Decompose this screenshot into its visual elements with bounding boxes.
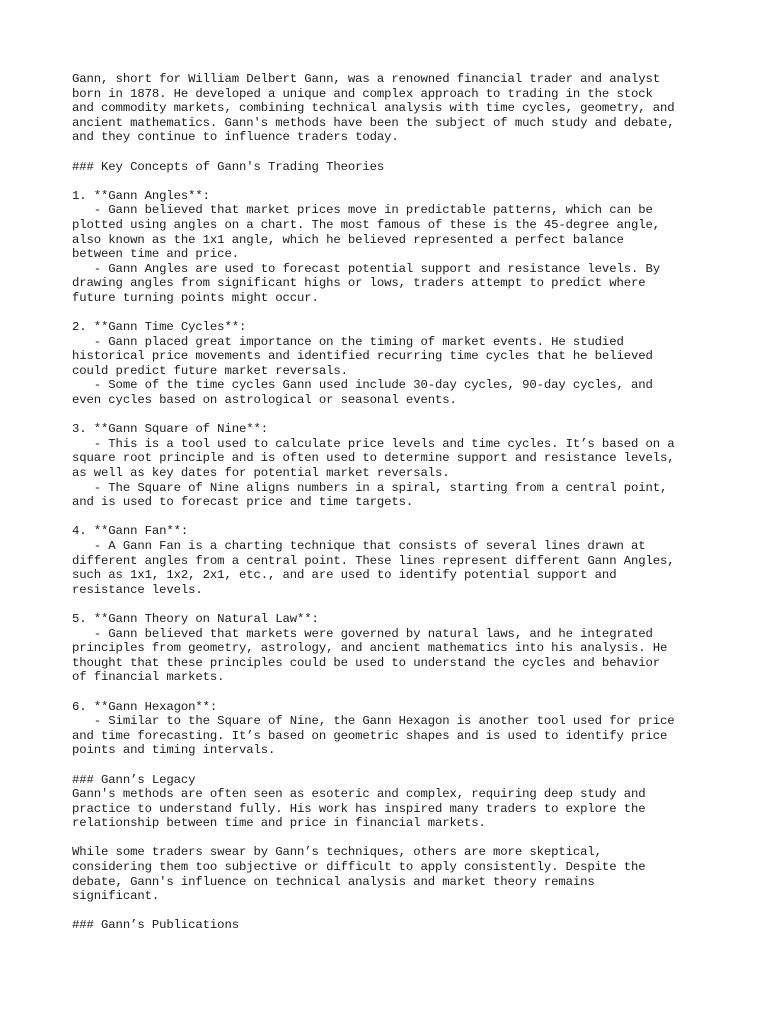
- text-line: relationship between time and price in financial markets.: [72, 816, 486, 831]
- text-line: [72, 306, 712, 321]
- text-line: and time forecasting. It’s based on geometric shapes and is used to identify price: [72, 728, 668, 743]
- text-line: - Gann placed great importance on the timing of market events. He studied: [72, 334, 624, 349]
- text-line: 3. **Gann Square of Nine**:: [72, 422, 269, 437]
- text-line: ### Gann’s Publications: [72, 918, 239, 933]
- text-line: [72, 408, 712, 423]
- text-line: While some traders swear by Gann’s techniques, others are more skeptical,: [72, 845, 602, 860]
- text-line: and commodity markets, combining technical analysis with time cycles, geometry, and: [72, 101, 675, 116]
- text-line: of financial markets.: [72, 670, 225, 685]
- text-line: - Gann believed that markets were governed by natural laws, and he integrated: [72, 626, 653, 641]
- text-line: [72, 904, 712, 919]
- text-line: [72, 758, 712, 773]
- text-line: resistance levels.: [72, 582, 203, 597]
- text-line: as well as key dates for potential market reversals.: [72, 466, 450, 481]
- text-line: - This is a tool used to calculate price levels and time cycles. It’s based on a: [72, 436, 675, 451]
- text-line: ### Gann’s Legacy: [72, 772, 196, 787]
- text-line: 5. **Gann Theory on Natural Law**:: [72, 611, 319, 626]
- text-line: considering them too subjective or difficult to apply consistently. Despite the: [72, 860, 646, 875]
- text-line: 1. **Gann Angles**:: [72, 188, 210, 203]
- text-line: future turning points might occur.: [72, 290, 319, 305]
- text-line: - Gann Angles are used to forecast potential support and resistance levels. By: [72, 261, 661, 276]
- text-line: and is used to forecast price and time targets.: [72, 495, 414, 510]
- text-line: [72, 510, 712, 525]
- text-line: [72, 174, 712, 189]
- text-line: between time and price.: [72, 247, 239, 262]
- text-line: principles from geometry, astrology, and ancient mathematics into his analysis. He: [72, 641, 668, 656]
- text-line: points and timing intervals.: [72, 743, 276, 758]
- text-line: debate, Gann's influence on technical analysis and market theory remains: [72, 874, 595, 889]
- text-line: - A Gann Fan is a charting technique that consists of several lines drawn at: [72, 539, 646, 553]
- text-line: historical price movements and identified recurring time cycles that he believed: [72, 349, 653, 364]
- text-line: [72, 145, 712, 160]
- text-line: significant.: [72, 889, 160, 904]
- text-line: ancient mathematics. Gann's methods have been the subject of much study and debate,: [72, 115, 675, 130]
- text-line: [72, 597, 712, 612]
- text-line: - Gann believed that market prices move in predictable patterns, which can be: [72, 203, 653, 218]
- text-line: Gann, short for William Delbert Gann, was a renowned financial trader and analyst: [72, 72, 661, 86]
- text-line: 4. **Gann Fan**:: [72, 524, 189, 539]
- text-line: Gann's methods are often seen as esoteric and complex, requiring deep study and: [72, 787, 646, 802]
- text-line: square root principle and is often used to determine support and resistance levels,: [72, 451, 675, 466]
- text-line: such as 1x1, 1x2, 2x1, etc., and are used to identify potential support and: [72, 568, 617, 583]
- text-line: even cycles based on astrological or seasonal events.: [72, 393, 457, 408]
- text-line: 2. **Gann Time Cycles**:: [72, 320, 247, 335]
- text-line: [72, 831, 712, 846]
- text-line: and they continue to influence traders today.: [72, 130, 399, 145]
- text-line: - The Square of Nine aligns numbers in a spiral, starting from a central point,: [72, 480, 668, 495]
- text-line: born in 1878. He developed a unique and complex approach to trading in the stock: [72, 86, 653, 101]
- text-line: thought that these principles could be used to understand the cycles and behavior: [72, 655, 661, 670]
- text-line: - Similar to the Square of Nine, the Gann Hexagon is another tool used for price: [72, 714, 675, 729]
- document-body: [72, 72, 712, 933]
- text-line: practice to understand fully. His work has inspired many traders to explore the: [72, 801, 646, 816]
- text-line: plotted using angles on a chart. The most famous of these is the 45-degree angle,: [72, 217, 661, 232]
- text-line: also known as the 1x1 angle, which he believed represented a perfect balance: [72, 232, 624, 247]
- text-line: could predict future market reversals.: [72, 363, 348, 378]
- text-line: ### Key Concepts of Gann's Trading Theories: [72, 159, 385, 174]
- text-line: different angles from a central point. These lines represent different Gann Angles,: [72, 553, 675, 568]
- text-line: - Some of the time cycles Gann used include 30-day cycles, 90-day cycles, and: [72, 378, 653, 393]
- text-line: 6. **Gann Hexagon**:: [72, 699, 218, 714]
- text-line: drawing angles from significant highs or lows, traders attempt to predict where: [72, 276, 646, 291]
- text-line: [72, 685, 712, 700]
